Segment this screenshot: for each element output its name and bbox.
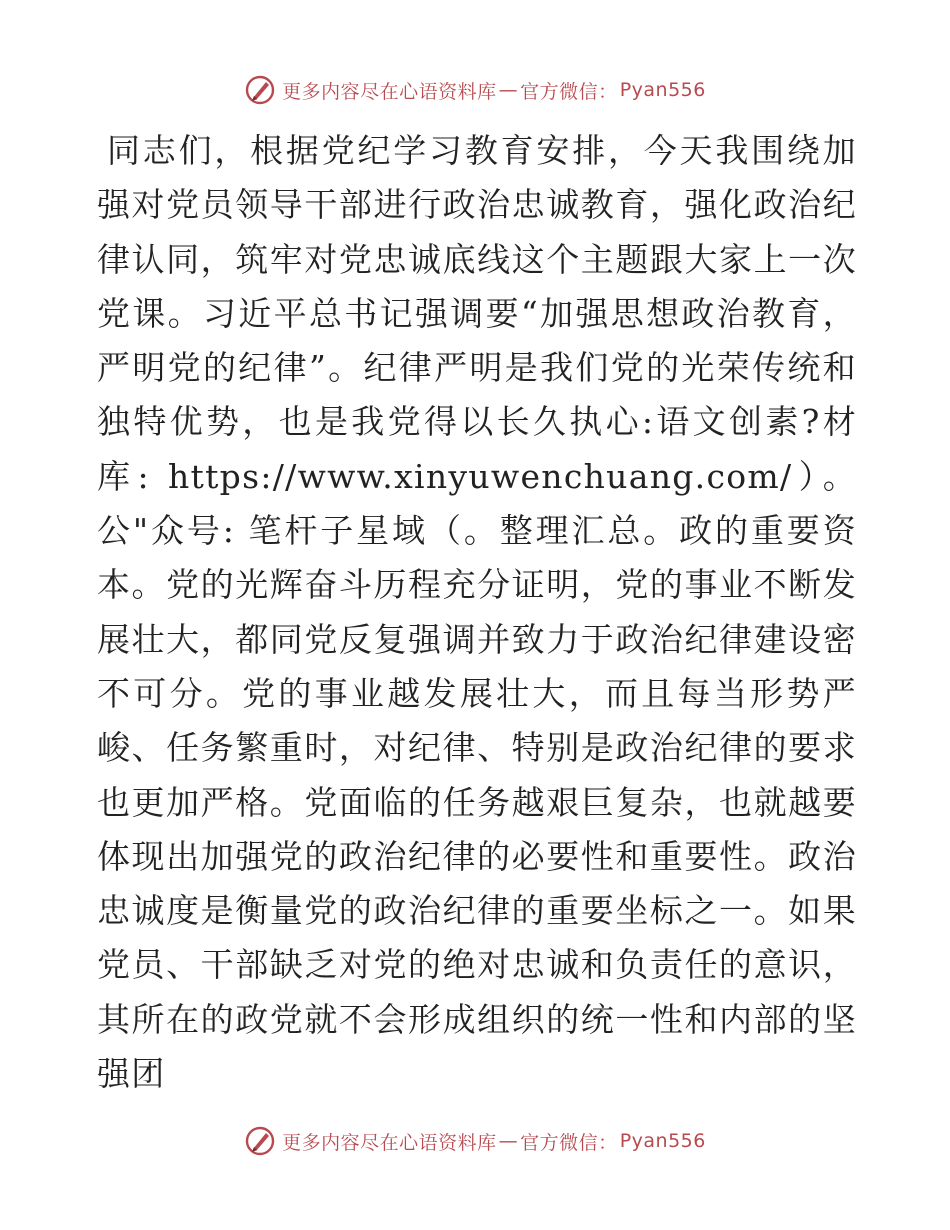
quill-pen-logo-icon (244, 1125, 276, 1157)
document-paragraph: 同志们，根据党纪学习教育安排，今天我围绕加强对党员领导干部进行政治忠诚教育，强化政治纪律认同，筑牢对党忠诚底线这个主题跟大家上一次党课。习近平总书记强调要“加强思想政治教育，严明党的纪律”。纪律严明是我们党的光荣传统和独特优势，也是我党得以长久执心:语文创素?材库: https://www.xinyuwenchuang.com/）。公"众号: 笔杆子星域（。整理汇总。政的重要资本。党的光辉奋斗历程充分证明，党的事业不断发展壮大，都同党反复强调并致力于政治纪律建设密不可分。党的事业越发展壮大，而且每当形势严峻、任务繁重时，对纪律、特别是政治纪律的要求也更加严格。党面临的任务越艰巨复杂，也就越要体现出加强党的政治纪律的必要性和重要性。政治忠诚度是衡量党的政治纪律的重要坐标之一。如果党员、干部缺乏对党的绝对忠诚和负责任的意识，其所在的政党就不会形成组织的统一性和内部的坚强团 (97, 131, 857, 1094)
banner-official-label: 官方微信： (520, 80, 618, 103)
banner-separator: — (498, 79, 519, 101)
banner-site-text: 更多内容尽在心语资料库 (282, 80, 497, 103)
banner-official-label: 官方微信： (520, 1131, 618, 1154)
banner-site-text: 更多内容尽在心语资料库 (282, 1131, 497, 1154)
banner-wechat-id: Pyan556 (619, 79, 706, 101)
footer-banner (0, 1121, 950, 1161)
quill-pen-logo-icon (244, 74, 276, 106)
banner-wechat-id: Pyan556 (619, 1130, 706, 1152)
header-banner (0, 70, 950, 110)
banner-separator: — (498, 1130, 519, 1152)
